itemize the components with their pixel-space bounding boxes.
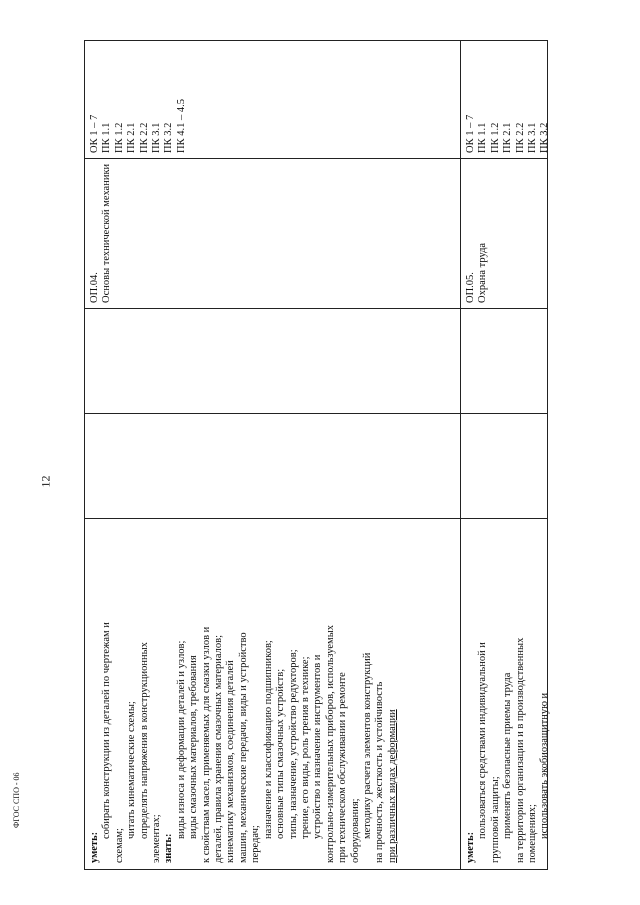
competency-code: ПК 2.2 — [138, 122, 150, 153]
competency-code: ПК 3.1 — [151, 122, 163, 153]
description-line: методику расчета элементов конструкций — [361, 652, 373, 839]
description-line: схемам; — [113, 828, 125, 863]
description-line: использовать экобиозащитную и — [539, 692, 551, 839]
description-line: оборудования; — [349, 798, 361, 863]
competency-code: ПК 2.1 — [126, 122, 138, 153]
competency-code: ПК 2.2 — [514, 122, 526, 153]
competency-code: ПК 3.1 — [527, 122, 539, 153]
description-line: уметь: — [89, 831, 100, 863]
competency-code: ПК 1.2 — [489, 122, 501, 153]
discipline-name: Охрана труда — [477, 242, 489, 303]
description-line: типы, назначение, устройство редукторов; — [287, 649, 299, 839]
description-line: виды смазочных материалов, требования — [188, 655, 200, 839]
curriculum-table — [84, 40, 551, 870]
rotated-table-sheet — [84, 40, 551, 870]
description-line: пользоваться средствами индивидуальной и — [477, 642, 489, 839]
competency-code: ОК 1 – 7 — [465, 114, 476, 153]
description-line: виды износа и деформации деталей и узлов; — [175, 640, 187, 839]
discipline-code: ОП.04. — [89, 272, 100, 303]
description-line: на территории организации и в производственных — [514, 637, 526, 863]
discipline-cell — [89, 163, 114, 303]
description-line: групповой защиты; — [489, 776, 501, 863]
description-line: передач; — [250, 825, 262, 863]
description-line: деталей, правила хранения смазочных материалов; — [213, 635, 225, 863]
description-line: к свойствам масел, применяемых для смазки узлов и — [200, 626, 212, 863]
competency-code: ПК 3.2 — [163, 122, 175, 153]
document-footer: ФГОС СПО - 06 — [12, 772, 21, 828]
discipline-cell — [465, 163, 490, 303]
competency-code: ПК 2.1 — [502, 122, 514, 153]
description-line: контрольно-измерительных приборов, используемых — [324, 624, 336, 863]
description-line: на прочность, жесткость и устойчивость — [374, 681, 386, 863]
description-line: устройство и назначение инструментов и — [312, 654, 324, 839]
description-line: элементах; — [151, 814, 163, 863]
description-line: кинематику механизмов, соединения деталей — [225, 660, 237, 863]
table-row-description — [465, 638, 552, 863]
description-line: определять напряжения в конструкционных — [138, 642, 150, 839]
description-line: при различных видах деформации — [386, 709, 398, 863]
description-line: при техническом обслуживании и ремонте — [337, 672, 349, 863]
competency-code: ПК 4.1 – 4.5 — [175, 99, 187, 153]
competencies-cell — [89, 99, 188, 153]
description-line: собирать конструкции из деталей по чертежам и — [101, 622, 113, 839]
description-line: читать кинематические схемы; — [126, 701, 138, 839]
page-number: 12 — [38, 475, 53, 488]
competency-code: ПК 3.2 — [539, 122, 551, 153]
competency-code: ПК 1.1 — [101, 122, 113, 153]
description-line: уметь: — [465, 831, 476, 863]
competencies-cell — [465, 115, 552, 153]
competency-code: ОК 1 – 7 — [89, 114, 100, 153]
description-line: помещениях; — [527, 804, 539, 863]
discipline-name: Основы технической механики — [101, 163, 113, 303]
description-line: применять безопасные приемы труда — [502, 672, 514, 839]
description-line: знать: — [163, 833, 175, 863]
description-line: трение, его виды, роль трения в технике; — [299, 656, 311, 839]
description-line: назначение и классификацию подшипников; — [262, 640, 274, 839]
table-row-description — [89, 622, 399, 863]
competency-code: ПК 1.2 — [113, 122, 125, 153]
description-line: машин, механические передачи, виды и устройство — [237, 632, 249, 863]
competency-code: ПК 1.1 — [477, 122, 489, 153]
description-line: основные типы смазочных устройств; — [275, 668, 287, 839]
discipline-code: ОП.05. — [465, 272, 476, 303]
